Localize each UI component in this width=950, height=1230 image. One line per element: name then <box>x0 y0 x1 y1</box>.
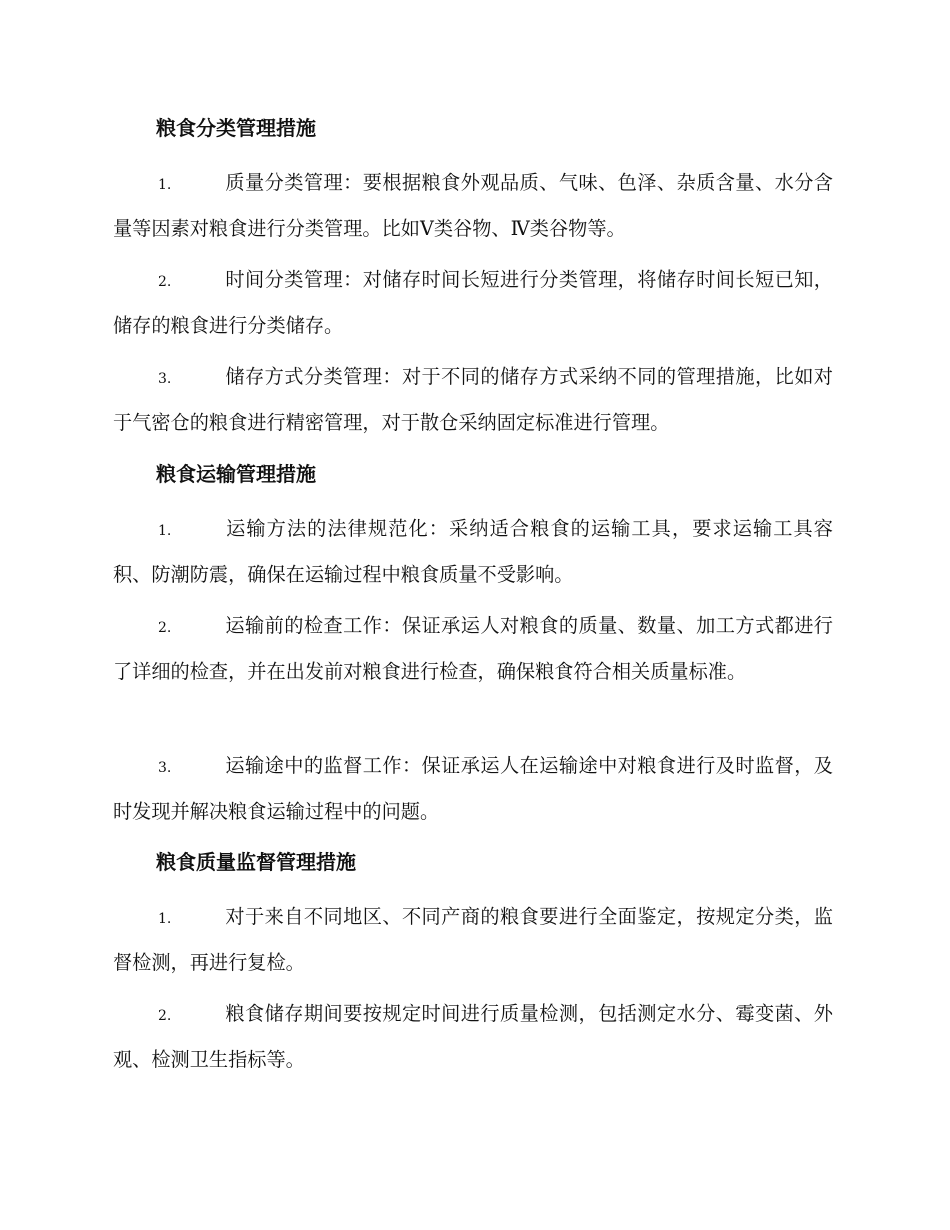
list-item-number: 1. <box>158 911 172 927</box>
list-item-number: 1. <box>158 177 172 193</box>
list-item-text: 运输前的检查工作：保证承运人对粮食的质量、数量、加工方式都进行了详细的检查，并在出发前对粮食进行检查，确保粮食符合相关质量标准。 <box>113 614 833 683</box>
list-item-text: 运输途中的监督工作：保证承运人在运输途中对粮食进行及时监督，及时发现并解决粮食运输过程中的问题。 <box>113 754 833 823</box>
list-item-text: 质量分类管理：要根据粮食外观品质、气味、色泽、杂质含量、水分含量等因素对粮食进行分类管理。比如Ⅴ类谷物、Ⅳ类谷物等。 <box>113 171 833 240</box>
list-item-text: 粮食储存期间要按规定时间进行质量检测，包括测定水分、霉变菌、外观、检测卫生指标等。 <box>113 1002 833 1071</box>
list-item <box>113 355 833 444</box>
list-item-number: 1. <box>158 523 172 539</box>
list-item <box>113 744 833 833</box>
list-item-text: 时间分类管理：对储存时间长短进行分类管理，将储存时间长短已知，储存的粮食进行分类储存。 <box>113 268 833 337</box>
list-item-text: 运输方法的法律规范化：采纳适合粮食的运输工具，要求运输工具容积、防潮防震，确保在运输过程中粮食质量不受影响。 <box>113 517 833 586</box>
list-item-number: 3. <box>158 760 172 776</box>
list-item-number: 2. <box>158 274 172 290</box>
list-item-number: 2. <box>158 1008 172 1024</box>
section-heading-quality: 粮食质量监督管理措施 <box>156 850 356 874</box>
list-item <box>113 161 833 250</box>
section-heading-classification: 粮食分类管理措施 <box>156 116 316 140</box>
list-item-text: 储存方式分类管理：对于不同的储存方式采纳不同的管理措施，比如对于气密仓的粮食进行精密管理，对于散仓采纳固定标准进行管理。 <box>113 365 833 434</box>
list-item <box>113 507 833 596</box>
list-item <box>113 992 833 1081</box>
list-item <box>113 604 833 693</box>
list-item-text: 对于来自不同地区、不同产商的粮食要进行全面鉴定，按规定分类，监督检测，再进行复检。 <box>113 905 833 974</box>
list-item <box>113 895 833 984</box>
list-item <box>113 258 833 347</box>
list-item-number: 3. <box>158 371 172 387</box>
list-item-number: 2. <box>158 620 172 636</box>
section-heading-transport: 粮食运输管理措施 <box>156 462 316 486</box>
